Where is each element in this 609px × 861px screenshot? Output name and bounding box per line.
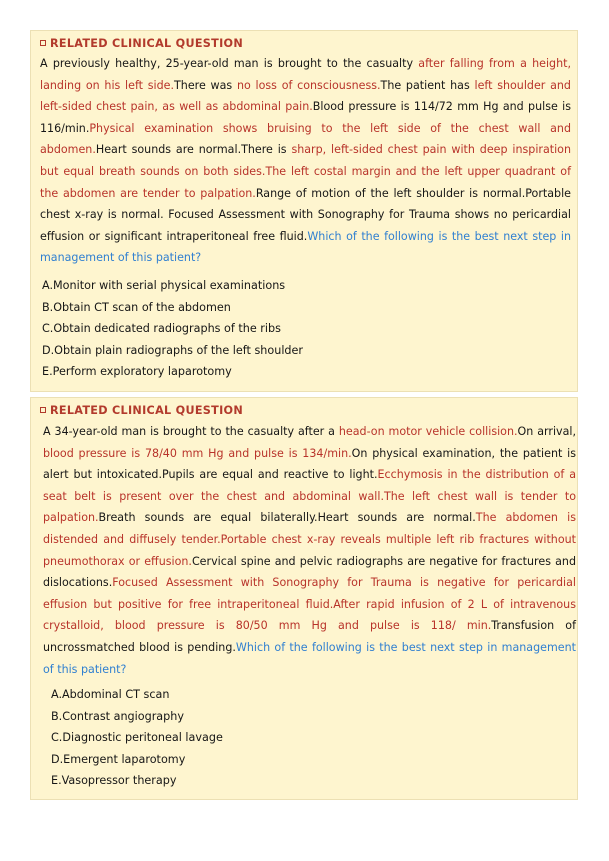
question-header xyxy=(40,37,243,50)
answer-option[interactable]: D.Obtain plain radiographs of the left shoulder xyxy=(42,343,304,357)
question-stem xyxy=(40,53,571,269)
answer-option[interactable]: C.Obtain dedicated radiographs of the ribs xyxy=(42,322,281,336)
stem-segment: There was xyxy=(174,78,237,92)
stem-segment: Breath sounds are equal bilaterally.Heart sounds are normal. xyxy=(98,511,476,525)
header-label: RELATED CLINICAL QUESTION xyxy=(50,404,244,417)
stem-segment: left shoulder and left-sided chest pain, as well as abdominal pain. xyxy=(40,78,571,114)
stem-segment: blood pressure is 78/40 mm Hg and pulse is 134/min. xyxy=(43,446,352,460)
answer-option[interactable]: B.Obtain CT scan of the abdomen xyxy=(42,300,231,314)
stem-segment: Heart sounds are normal.There is xyxy=(95,143,292,157)
stem-segment: Which of the following is the best next step in management of this patient? xyxy=(40,229,571,265)
stem-segment: Ecchymosis in the distribution of a seat belt is present over the chest and abdominal wall.The left chest wall is tender to palpation. xyxy=(43,468,576,525)
stem-segment: no loss of consciousness. xyxy=(236,78,381,92)
stem-segment: head-on motor vehicle collision. xyxy=(338,425,518,438)
stem-segment: sharp, left-sided chest pain with deep inspiration but equal breath sounds on both sides.The left costal margin and the left upper quadrant of the abdomen are tender to palpation. xyxy=(40,143,572,200)
stem-segment: The patient has xyxy=(380,78,475,92)
stem-segment: Transfusion of uncrossmatched blood is pending. xyxy=(43,619,576,654)
stem-segment: A previously healthy, 25-year-old man is brought to the casualty xyxy=(40,57,419,70)
stem-segment: after falling from a height, landing on his left side. xyxy=(40,57,571,92)
question-header xyxy=(40,404,243,417)
question-stem xyxy=(43,421,576,680)
stem-segment: Blood pressure is 114/72 mm Hg and pulse is 116/min. xyxy=(40,100,571,135)
answer-option[interactable]: A.Monitor with serial physical examinations xyxy=(42,279,286,292)
answer-options xyxy=(42,275,303,383)
stem-segment: Cervical spine and pelvic radiographs are negative for fractures and dislocations. xyxy=(43,554,576,590)
answer-options xyxy=(51,684,223,792)
answer-option[interactable]: E.Perform exploratory laparotomy xyxy=(42,365,232,379)
stem-segment: Focused Assessment with Sonography for Trauma is negative for pericardial effusion but positive for free intraperitoneal fluid.After rapid infusion of 2 L of intravenous crystalloid, blood pressure is 80/50 mm Hg and pulse is 118/ min. xyxy=(43,576,576,633)
answer-option[interactable]: D.Emergent laparotomy xyxy=(51,752,186,766)
stem-segment: Physical examination shows bruising to the left side of the chest wall and abdomen. xyxy=(40,121,571,157)
stem-segment: On arrival, xyxy=(517,425,576,438)
answer-option[interactable]: A.Abdominal CT scan xyxy=(51,688,170,701)
answer-option[interactable]: C.Diagnostic peritoneal lavage xyxy=(51,731,223,745)
square-bullet-icon xyxy=(40,40,46,46)
stem-segment: A 34-year-old man is brought to the casualty after a xyxy=(43,425,339,438)
stem-segment: Range of motion of the left shoulder is normal.Portable chest x-ray is normal. Focused Assessment with Sonography for Trauma shows no pericardial effusion or significant intraperitoneal free fluid. xyxy=(40,186,571,243)
square-bullet-icon xyxy=(40,407,46,413)
stem-segment: Which of the following is the best next step in management of this patient? xyxy=(43,640,576,676)
answer-option[interactable]: B.Contrast angiography xyxy=(51,709,184,723)
question-card-2 xyxy=(30,397,578,800)
stem-segment: On physical examination, the patient is alert but intoxicated.Pupils are equal and reactive to light. xyxy=(43,446,576,482)
stem-segment: The abdomen is distended and diffusely tender.Portable chest x-ray reveals multiple left rib fractures without pneumothorax or effusion. xyxy=(43,511,576,568)
question-card-1 xyxy=(30,30,578,392)
header-label: RELATED CLINICAL QUESTION xyxy=(50,37,244,50)
answer-option[interactable]: E.Vasopressor therapy xyxy=(51,774,177,788)
